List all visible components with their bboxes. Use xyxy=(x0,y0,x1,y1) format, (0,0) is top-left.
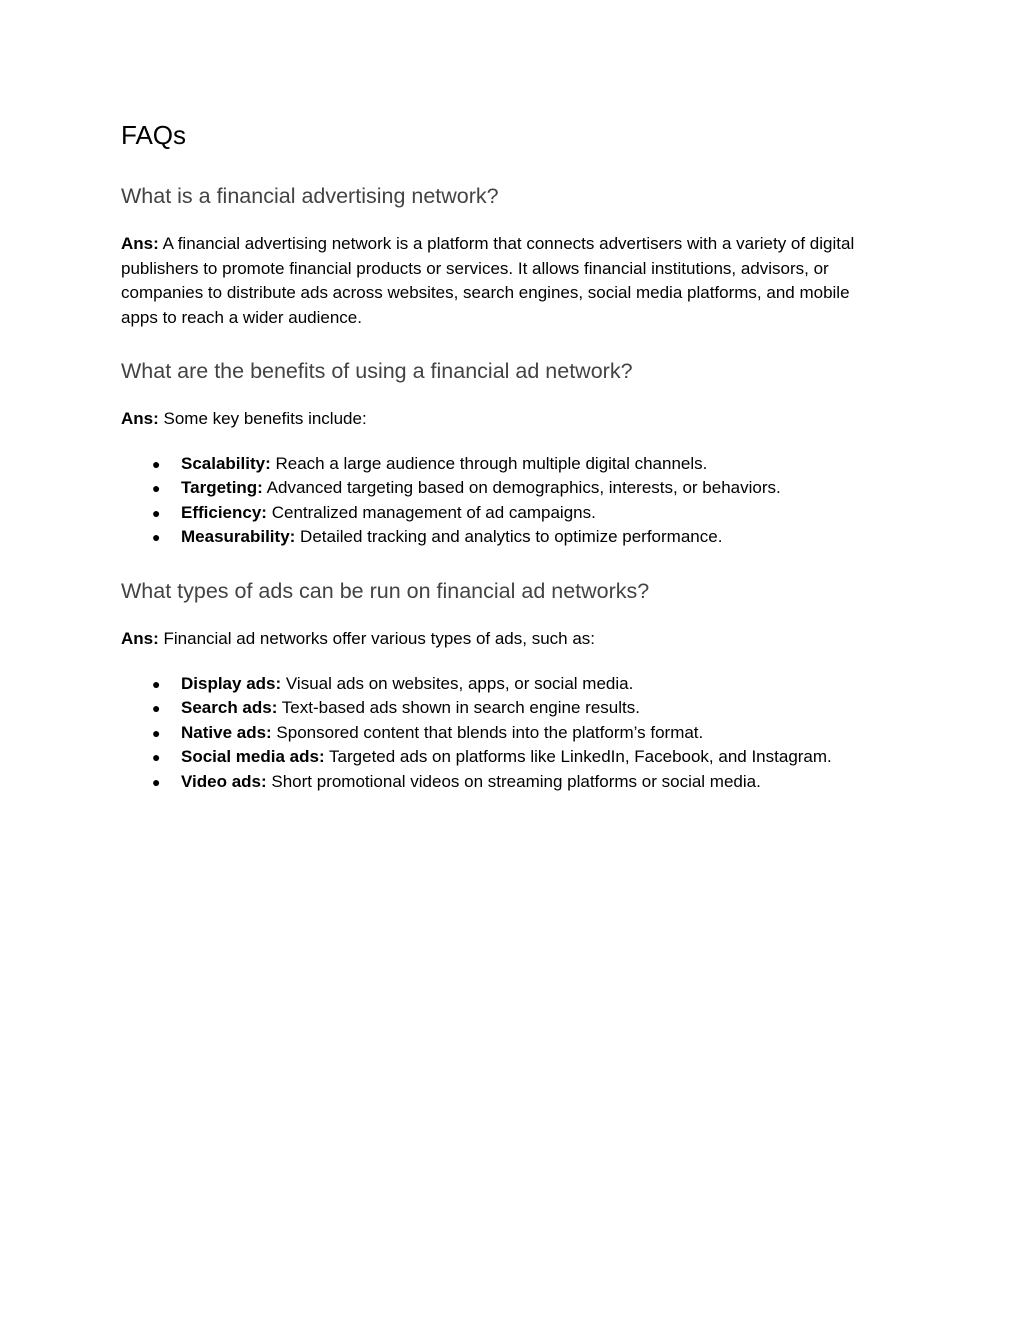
faq-question-3: What types of ads can be run on financial ad networks? xyxy=(121,579,650,603)
faq-answer-1 xyxy=(121,232,881,330)
bullet-icon: ● xyxy=(152,456,161,472)
answer-text: Financial ad networks offer various types of ads, such as: xyxy=(158,629,596,648)
bullet-icon: ● xyxy=(152,749,161,766)
page-title: FAQs xyxy=(121,120,187,150)
list-item xyxy=(121,721,832,745)
answer-label: Ans: xyxy=(121,629,159,648)
bullet-icon: ● xyxy=(152,700,161,717)
bullet-icon: ● xyxy=(152,773,161,790)
list-item-desc: Reach a large audience through multiple digital channels. xyxy=(270,454,708,473)
bullet-icon: ● xyxy=(152,724,161,741)
answer-text: Some key benefits include: xyxy=(158,409,367,428)
list-item-term: Search ads: xyxy=(181,698,278,718)
list-item xyxy=(121,696,832,720)
list-item-term: Display ads: xyxy=(181,674,282,693)
answer-label: Ans: xyxy=(121,409,159,428)
list-item-term: Scalability: xyxy=(181,454,271,473)
list-item-term: Native ads: xyxy=(181,722,272,742)
list-item-desc: Short promotional videos on streaming platforms or social media. xyxy=(266,771,761,791)
faq-question-2: What are the benefits of using a financial ad network? xyxy=(121,359,633,383)
list-item xyxy=(121,525,781,549)
list-item-desc: Visual ads on websites, apps, or social media. xyxy=(281,674,634,693)
list-item xyxy=(121,476,781,500)
ad-types-list xyxy=(121,672,832,794)
bullet-icon: ● xyxy=(152,480,161,497)
list-item-term: Efficiency: xyxy=(181,502,267,522)
list-item xyxy=(121,672,832,696)
list-item-term: Measurability: xyxy=(181,527,296,547)
faq-question-1: What is a financial advertising network? xyxy=(121,184,499,208)
list-item-desc: Sponsored content that blends into the platform’s format. xyxy=(271,722,704,742)
bullet-icon: ● xyxy=(152,529,161,546)
answer-label: Ans: xyxy=(121,234,159,253)
faq-answer-3 xyxy=(121,627,881,652)
list-item-term: Social media ads: xyxy=(181,747,325,767)
list-item-term: Video ads: xyxy=(181,771,267,791)
bullet-icon: ● xyxy=(152,676,161,692)
list-item xyxy=(121,745,832,769)
list-item xyxy=(121,452,781,476)
faq-answer-2 xyxy=(121,407,881,432)
list-item xyxy=(121,770,832,794)
list-item-desc: Text-based ads shown in search engine results. xyxy=(277,698,640,718)
list-item-desc: Targeted ads on platforms like LinkedIn, Facebook, and Instagram. xyxy=(324,747,832,767)
list-item-desc: Advanced targeting based on demographics, interests, or behaviors. xyxy=(262,478,781,498)
benefits-list xyxy=(121,452,781,550)
list-item xyxy=(121,501,781,525)
list-item-desc: Detailed tracking and analytics to optimize performance. xyxy=(295,527,723,547)
list-item-desc: Centralized management of ad campaigns. xyxy=(266,502,596,522)
answer-text: A financial advertising network is a platform that connects advertisers with a variety of digital publishers to promote financial products or services. It allows financial institutions, advisors, or companies to distribute ads across websites, search engines, social media platforms, and mobile apps to reach a wider audience. xyxy=(121,234,855,327)
bullet-icon: ● xyxy=(152,504,161,521)
list-item-term: Targeting: xyxy=(181,478,263,498)
